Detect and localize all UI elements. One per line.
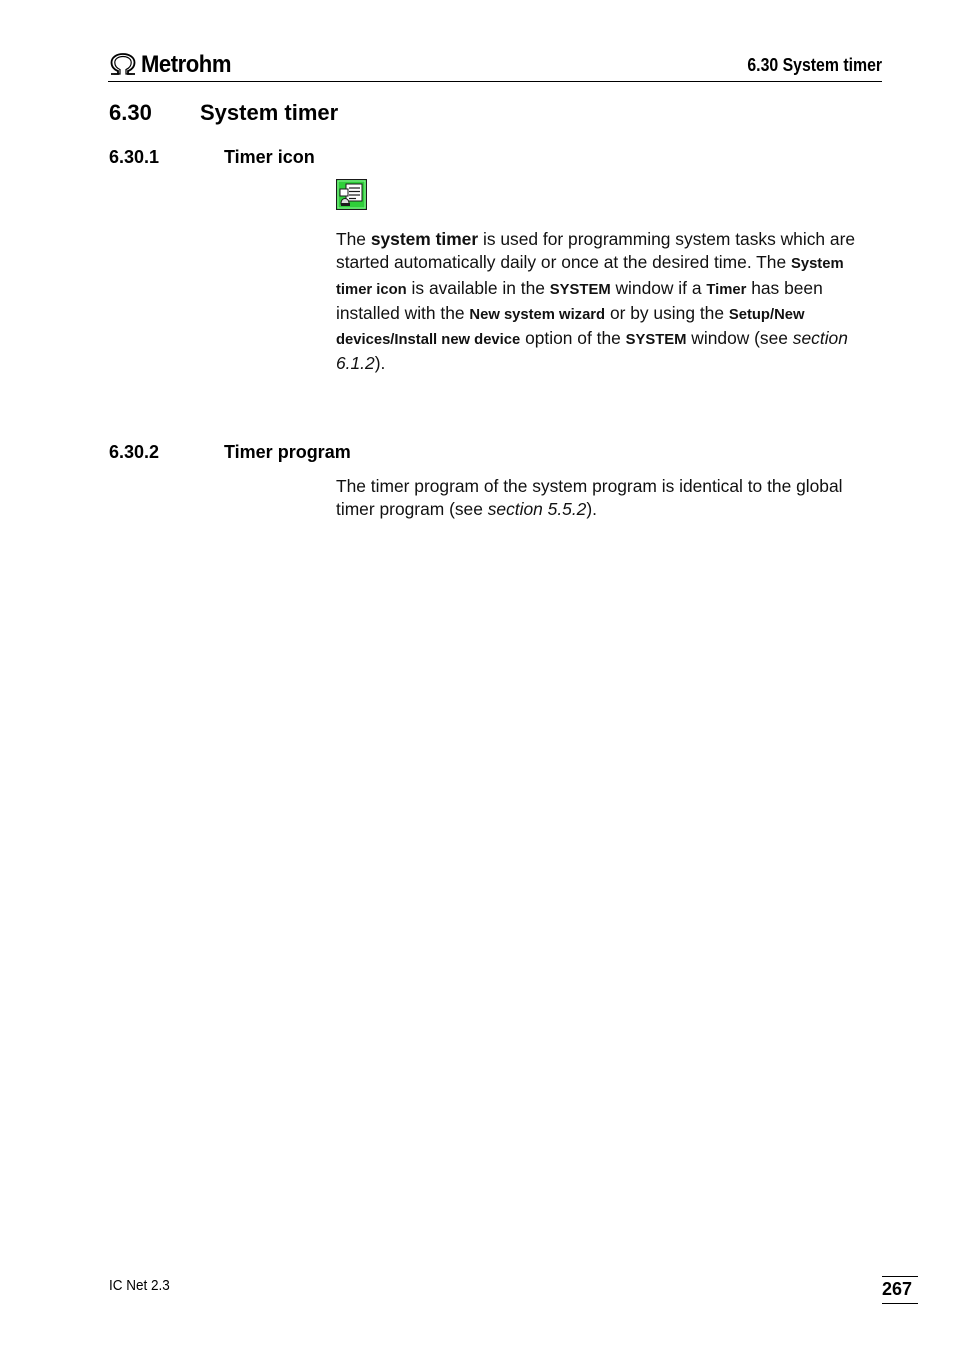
system-timer-icon <box>336 179 367 210</box>
subsection-title: Timer icon <box>224 147 315 167</box>
page-number: 267 <box>882 1279 913 1299</box>
subsection-title: Timer program <box>224 442 351 462</box>
term-timer: Timer <box>706 281 747 298</box>
subsection-number: 6.30.1 <box>109 147 160 167</box>
section-number: 6.30 <box>109 100 152 125</box>
subsection-heading-timer-icon <box>109 147 315 168</box>
term-system-window: SYSTEM <box>549 281 611 298</box>
page-number-rule-top <box>882 1276 918 1277</box>
timer-program-paragraph: The timer program of the system program is identical to the global timer program (see section 5.5.2). <box>336 476 843 520</box>
metrohm-logo <box>108 50 239 80</box>
page-number-rule-bottom <box>882 1303 918 1304</box>
section-heading <box>109 100 338 126</box>
section-reference: section 6.1.2 <box>336 328 848 374</box>
timer-icon-paragraph: The system timer is used for programming system tasks which are started automatically daily or once at the desired time. The System timer icon is available in the SYSTEM window if a Timer has been installed with the New system wizard or by using the Setup/New devices/Install new device option of the SYSTEM window (see section 6.1.2). <box>336 229 856 374</box>
section-title: System timer <box>200 100 339 125</box>
term-system-timer-icon: System timer icon <box>336 256 844 298</box>
subsection-heading-timer-program <box>109 442 351 463</box>
logo-text: Metrohm <box>141 51 232 78</box>
header-divider <box>108 81 882 82</box>
term-system-timer: system timer <box>370 229 479 249</box>
omega-logo-icon <box>108 52 138 78</box>
term-system-window: SYSTEM <box>625 332 687 349</box>
term-new-system-wizard: New system wizard <box>469 306 606 323</box>
subsection-number: 6.30.2 <box>109 442 160 462</box>
section-reference: section 5.5.2 <box>487 499 587 520</box>
term-menu-path: Setup/New devices/Install new device <box>336 306 805 349</box>
footer-product: IC Net 2.3 <box>109 1277 170 1294</box>
running-head: 6.30 System timer <box>747 55 882 75</box>
